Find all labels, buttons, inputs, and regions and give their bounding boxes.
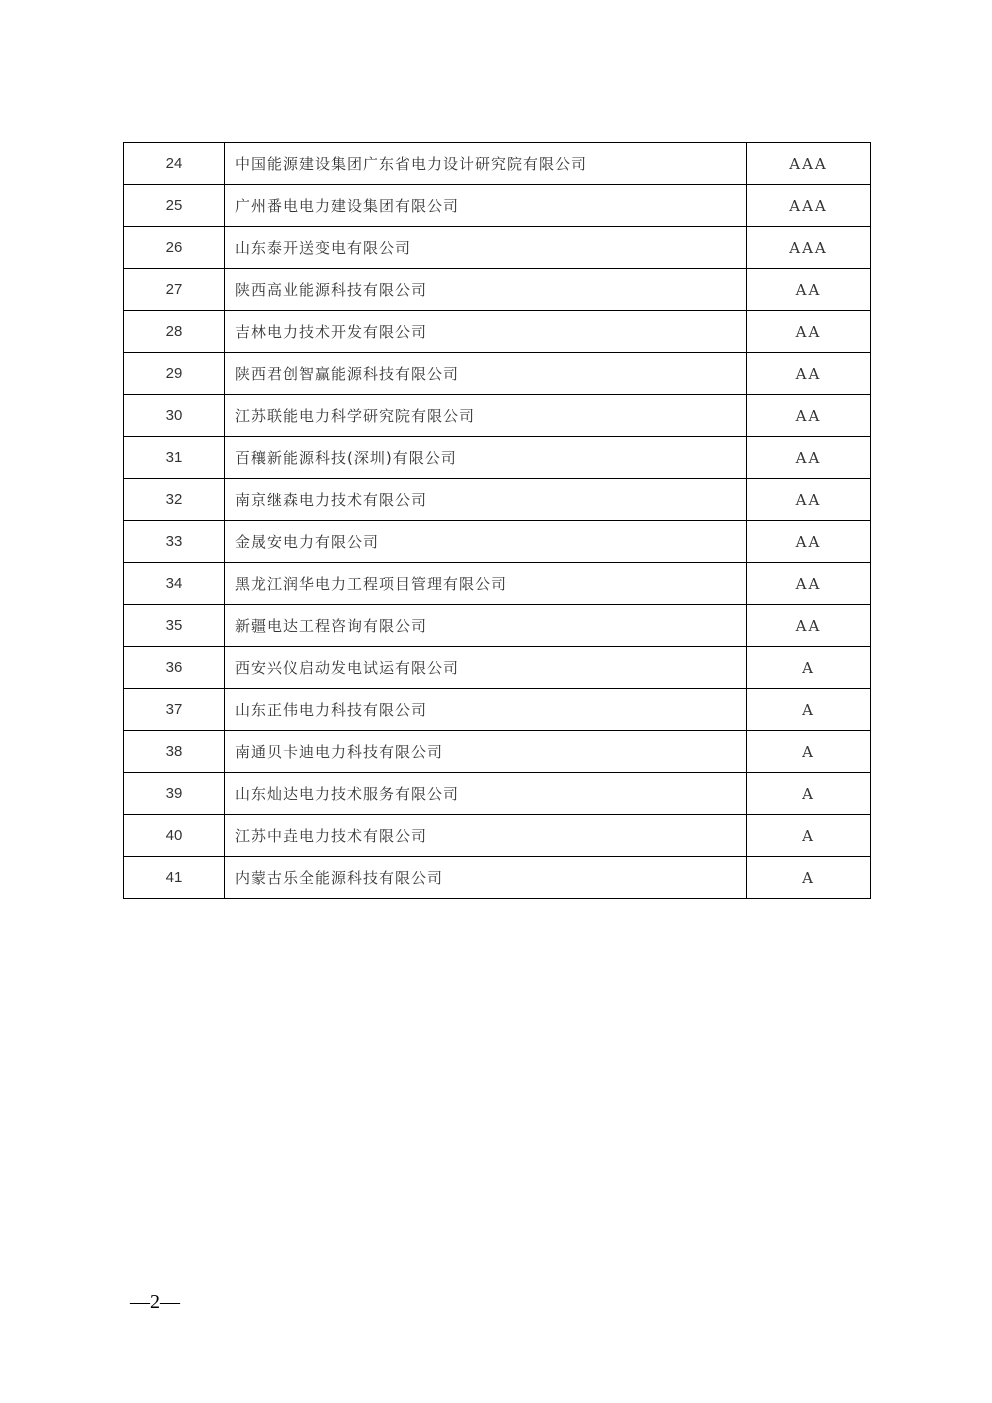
- credit-grade: AAA: [747, 185, 871, 227]
- table-row: [124, 437, 871, 479]
- table-body: [124, 143, 871, 899]
- credit-grade: A: [747, 647, 871, 689]
- credit-grade: AA: [747, 353, 871, 395]
- page-number: —2—: [130, 1291, 180, 1313]
- credit-grade: AA: [747, 521, 871, 563]
- credit-grade: AA: [747, 479, 871, 521]
- company-name: 南通贝卡迪电力科技有限公司: [225, 731, 747, 773]
- table-row: [124, 689, 871, 731]
- company-name: 百穰新能源科技(深圳)有限公司: [225, 437, 747, 479]
- row-number: 38: [124, 731, 225, 773]
- row-number: 32: [124, 479, 225, 521]
- row-number: 27: [124, 269, 225, 311]
- table-row: [124, 605, 871, 647]
- row-number: 39: [124, 773, 225, 815]
- credit-grade: AAA: [747, 143, 871, 185]
- credit-grade: A: [747, 689, 871, 731]
- company-name: 中国能源建设集团广东省电力设计研究院有限公司: [225, 143, 747, 185]
- company-name: 陕西高业能源科技有限公司: [225, 269, 747, 311]
- row-number: 24: [124, 143, 225, 185]
- company-name: 西安兴仪启动发电试运有限公司: [225, 647, 747, 689]
- table-row: [124, 143, 871, 185]
- company-name: 江苏联能电力科学研究院有限公司: [225, 395, 747, 437]
- company-name: 江苏中垚电力技术有限公司: [225, 815, 747, 857]
- company-name: 山东正伟电力科技有限公司: [225, 689, 747, 731]
- row-number: 28: [124, 311, 225, 353]
- table-row: [124, 857, 871, 899]
- credit-grade: AA: [747, 269, 871, 311]
- row-number: 40: [124, 815, 225, 857]
- table-row: [124, 563, 871, 605]
- credit-grade: AAA: [747, 227, 871, 269]
- row-number: 36: [124, 647, 225, 689]
- table-row: [124, 269, 871, 311]
- credit-rating-table: [123, 142, 871, 899]
- table-row: [124, 353, 871, 395]
- row-number: 41: [124, 857, 225, 899]
- credit-grade: AA: [747, 605, 871, 647]
- table-row: [124, 773, 871, 815]
- company-name: 新疆电达工程咨询有限公司: [225, 605, 747, 647]
- company-name: 山东灿达电力技术服务有限公司: [225, 773, 747, 815]
- credit-grade: A: [747, 731, 871, 773]
- company-name: 广州番电电力建设集团有限公司: [225, 185, 747, 227]
- row-number: 26: [124, 227, 225, 269]
- row-number: 31: [124, 437, 225, 479]
- row-number: 37: [124, 689, 225, 731]
- row-number: 25: [124, 185, 225, 227]
- company-name: 陕西君创智赢能源科技有限公司: [225, 353, 747, 395]
- credit-grade: AA: [747, 311, 871, 353]
- company-name: 吉林电力技术开发有限公司: [225, 311, 747, 353]
- credit-grade: AA: [747, 395, 871, 437]
- table-row: [124, 647, 871, 689]
- table-row: [124, 521, 871, 563]
- company-name: 山东泰开送变电有限公司: [225, 227, 747, 269]
- row-number: 33: [124, 521, 225, 563]
- credit-grade: A: [747, 857, 871, 899]
- company-name: 黑龙江润华电力工程项目管理有限公司: [225, 563, 747, 605]
- credit-grade: AA: [747, 563, 871, 605]
- table-row: [124, 185, 871, 227]
- credit-grade: A: [747, 815, 871, 857]
- table-row: [124, 731, 871, 773]
- company-name: 金晟安电力有限公司: [225, 521, 747, 563]
- row-number: 35: [124, 605, 225, 647]
- credit-grade: A: [747, 773, 871, 815]
- row-number: 34: [124, 563, 225, 605]
- credit-grade: AA: [747, 437, 871, 479]
- company-name: 南京继森电力技术有限公司: [225, 479, 747, 521]
- table-row: [124, 311, 871, 353]
- row-number: 30: [124, 395, 225, 437]
- table-row: [124, 227, 871, 269]
- table-row: [124, 815, 871, 857]
- company-name: 内蒙古乐全能源科技有限公司: [225, 857, 747, 899]
- row-number: 29: [124, 353, 225, 395]
- table-row: [124, 395, 871, 437]
- table-row: [124, 479, 871, 521]
